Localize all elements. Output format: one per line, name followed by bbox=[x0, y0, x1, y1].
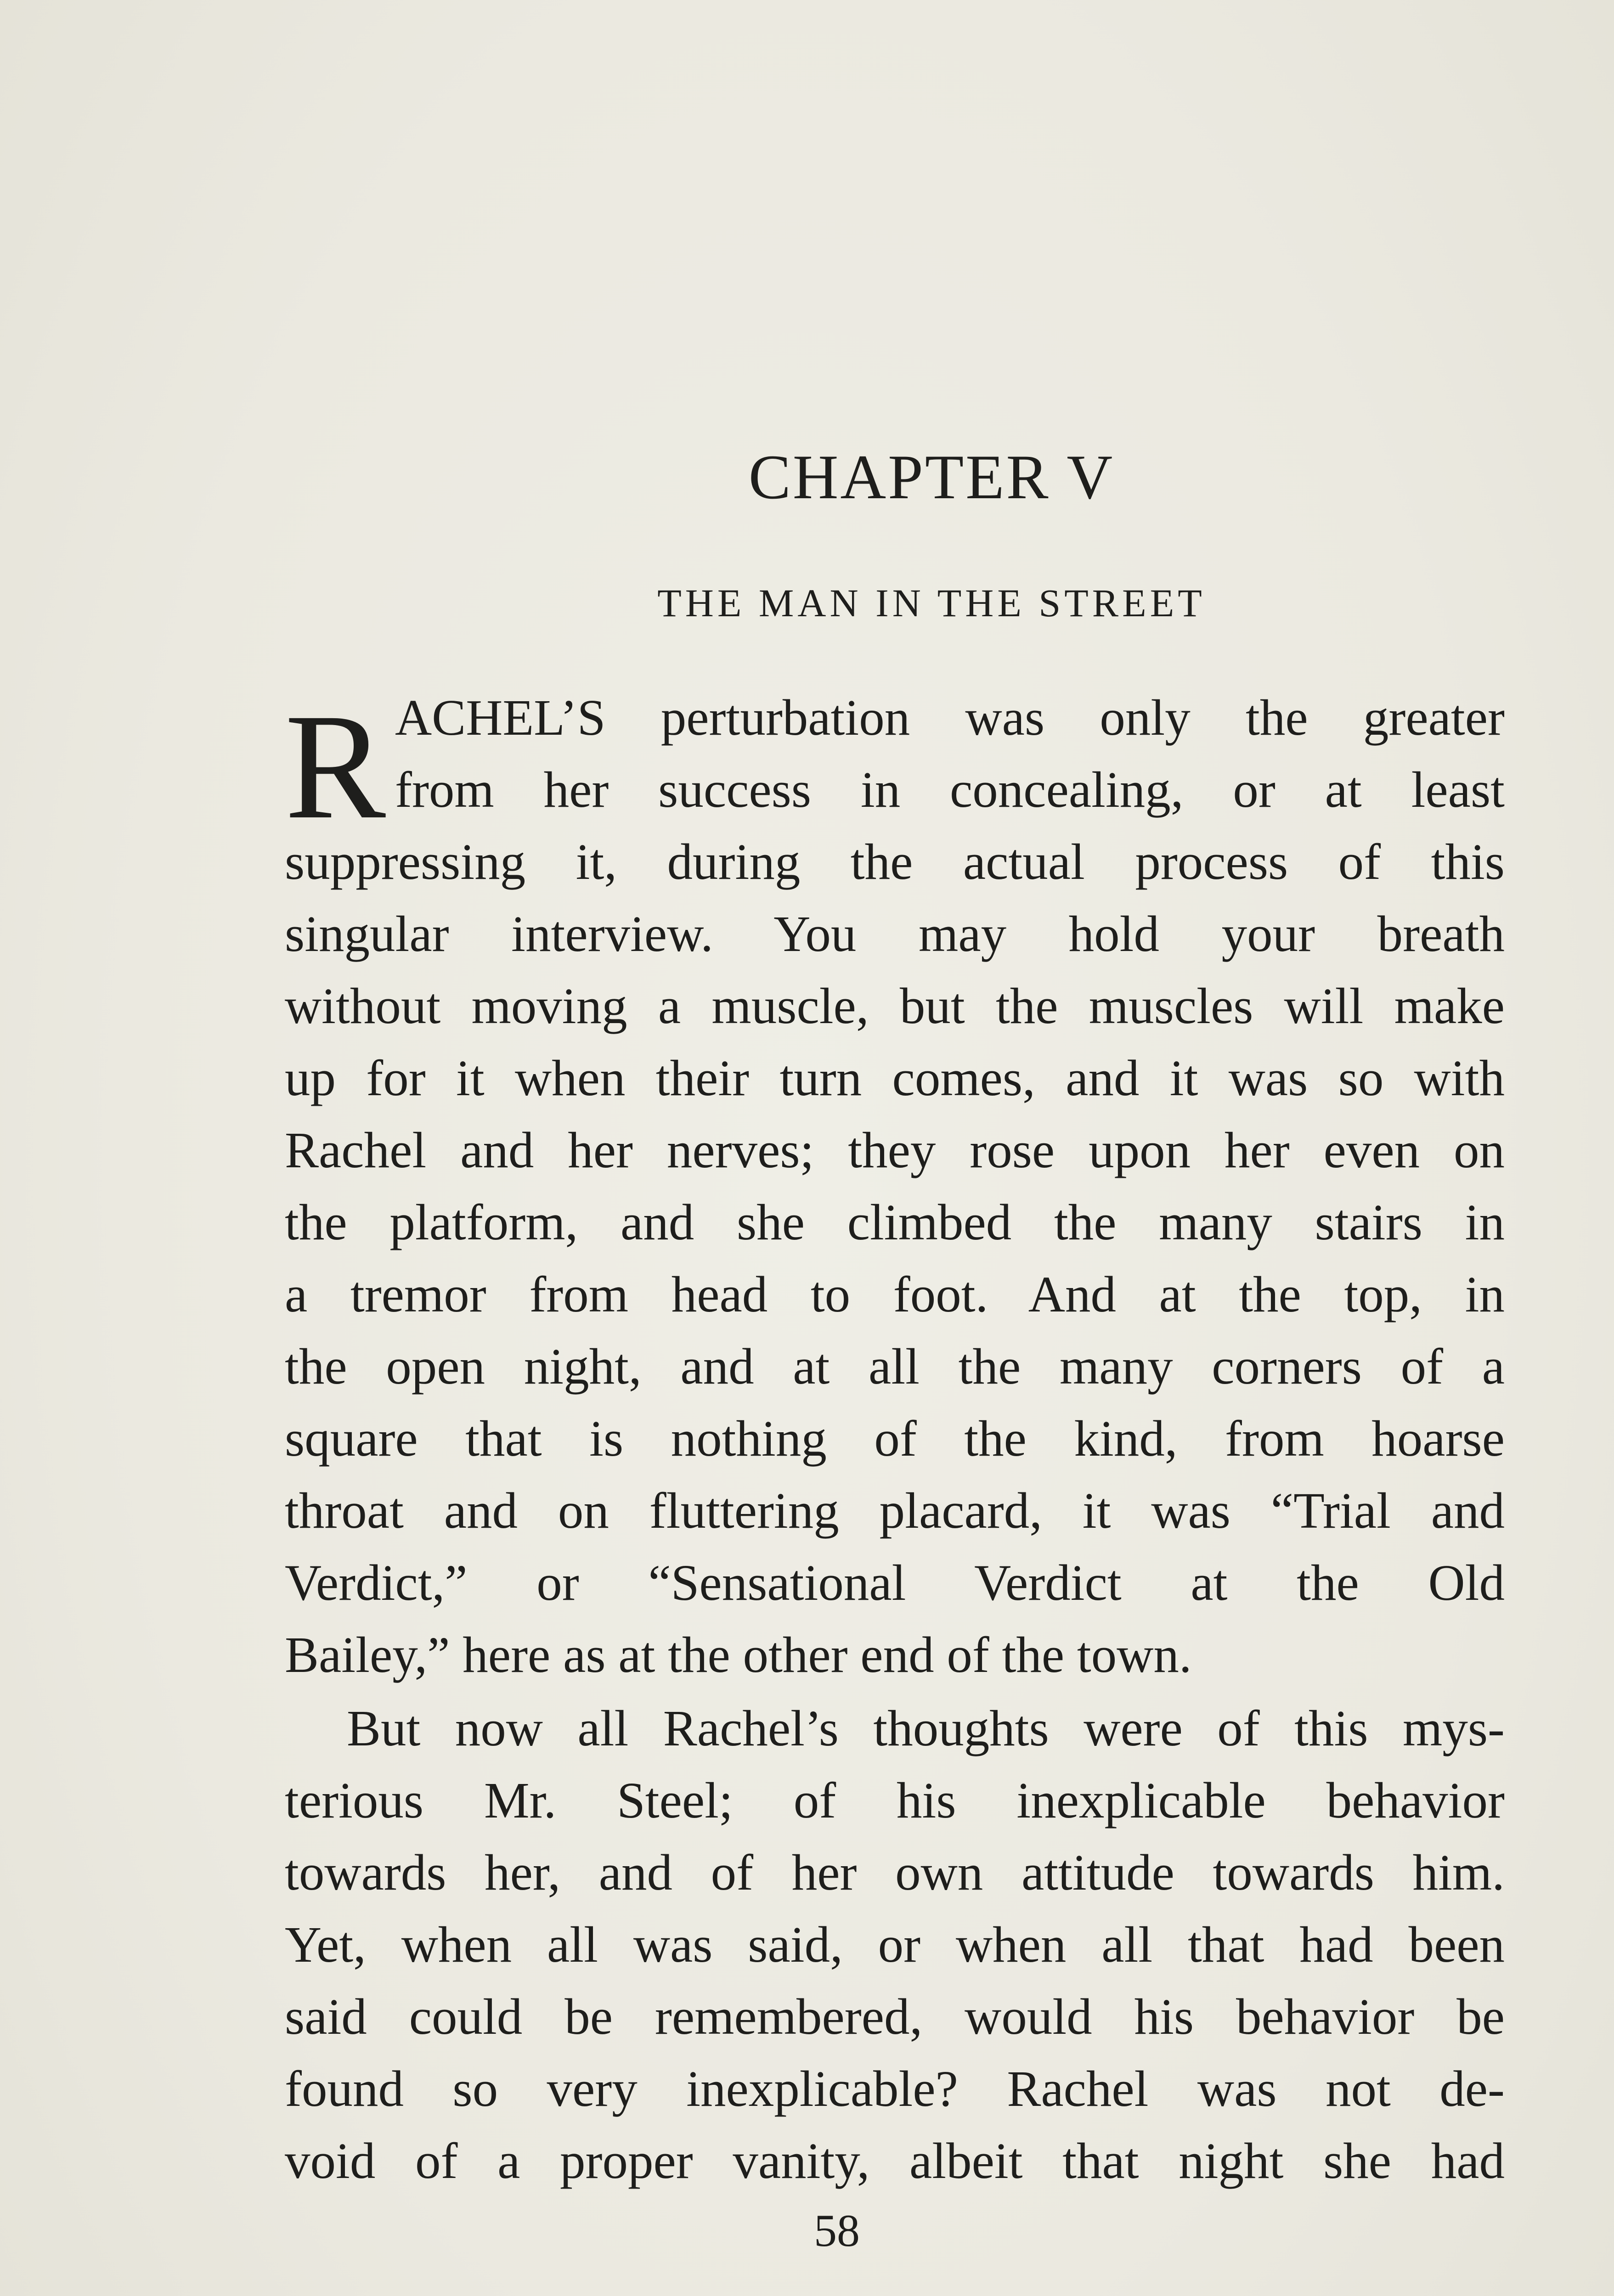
text-line: said could be remembered, would his behavior be bbox=[285, 1989, 1505, 2045]
text-line: a tremor from head to foot. And at the top, in bbox=[285, 1266, 1505, 1323]
text-line: the open night, and at all the many corners of a bbox=[285, 1339, 1505, 1395]
text-line: Verdict,” or “Sensational Verdict at the Old bbox=[285, 1555, 1505, 1611]
paragraph-2 bbox=[285, 1693, 1505, 2197]
text-line: terious Mr. Steel; of his inexplicable behavior bbox=[285, 1773, 1505, 1829]
text-line: from her success in concealing, or at least bbox=[395, 762, 1505, 818]
text-line: Rachel and her nerves; they rose upon her even on bbox=[285, 1122, 1505, 1179]
paragraph-1 bbox=[285, 682, 1505, 1691]
chapter-title: CHAPTER V bbox=[748, 442, 1115, 512]
chapter-subtitle: THE MAN IN THE STREET bbox=[657, 581, 1206, 625]
text-line: the platform, and she climbed the many stairs in bbox=[285, 1194, 1505, 1251]
text-line: Yet, when all was said, or when all that had been bbox=[285, 1917, 1505, 1973]
text-line: void of a proper vanity, albeit that night she had bbox=[285, 2133, 1505, 2189]
text-line: ACHEL’S perturbation was only the greater bbox=[395, 690, 1505, 746]
text-line: square that is nothing of the kind, from hoarse bbox=[285, 1411, 1505, 1467]
drop-cap: R bbox=[285, 683, 386, 850]
text-line: towards her, and of her own attitude towards him. bbox=[285, 1845, 1505, 1901]
page-number: 58 bbox=[814, 2205, 860, 2256]
text-line: Bailey,” here as at the other end of the town. bbox=[285, 1627, 1192, 1683]
text-line: found so very inexplicable? Rachel was not de- bbox=[285, 2061, 1505, 2117]
text-line: throat and on fluttering placard, it was “Trial and bbox=[285, 1483, 1505, 1539]
text-line: singular interview. You may hold your breath bbox=[285, 906, 1505, 962]
text-line: up for it when their turn comes, and it was so with bbox=[285, 1050, 1505, 1107]
text-line: without moving a muscle, but the muscles will make bbox=[285, 978, 1505, 1035]
text-line: suppressing it, during the actual process of this bbox=[285, 834, 1505, 890]
text-line: But now all Rachel’s thoughts were of this mys- bbox=[347, 1700, 1505, 1757]
